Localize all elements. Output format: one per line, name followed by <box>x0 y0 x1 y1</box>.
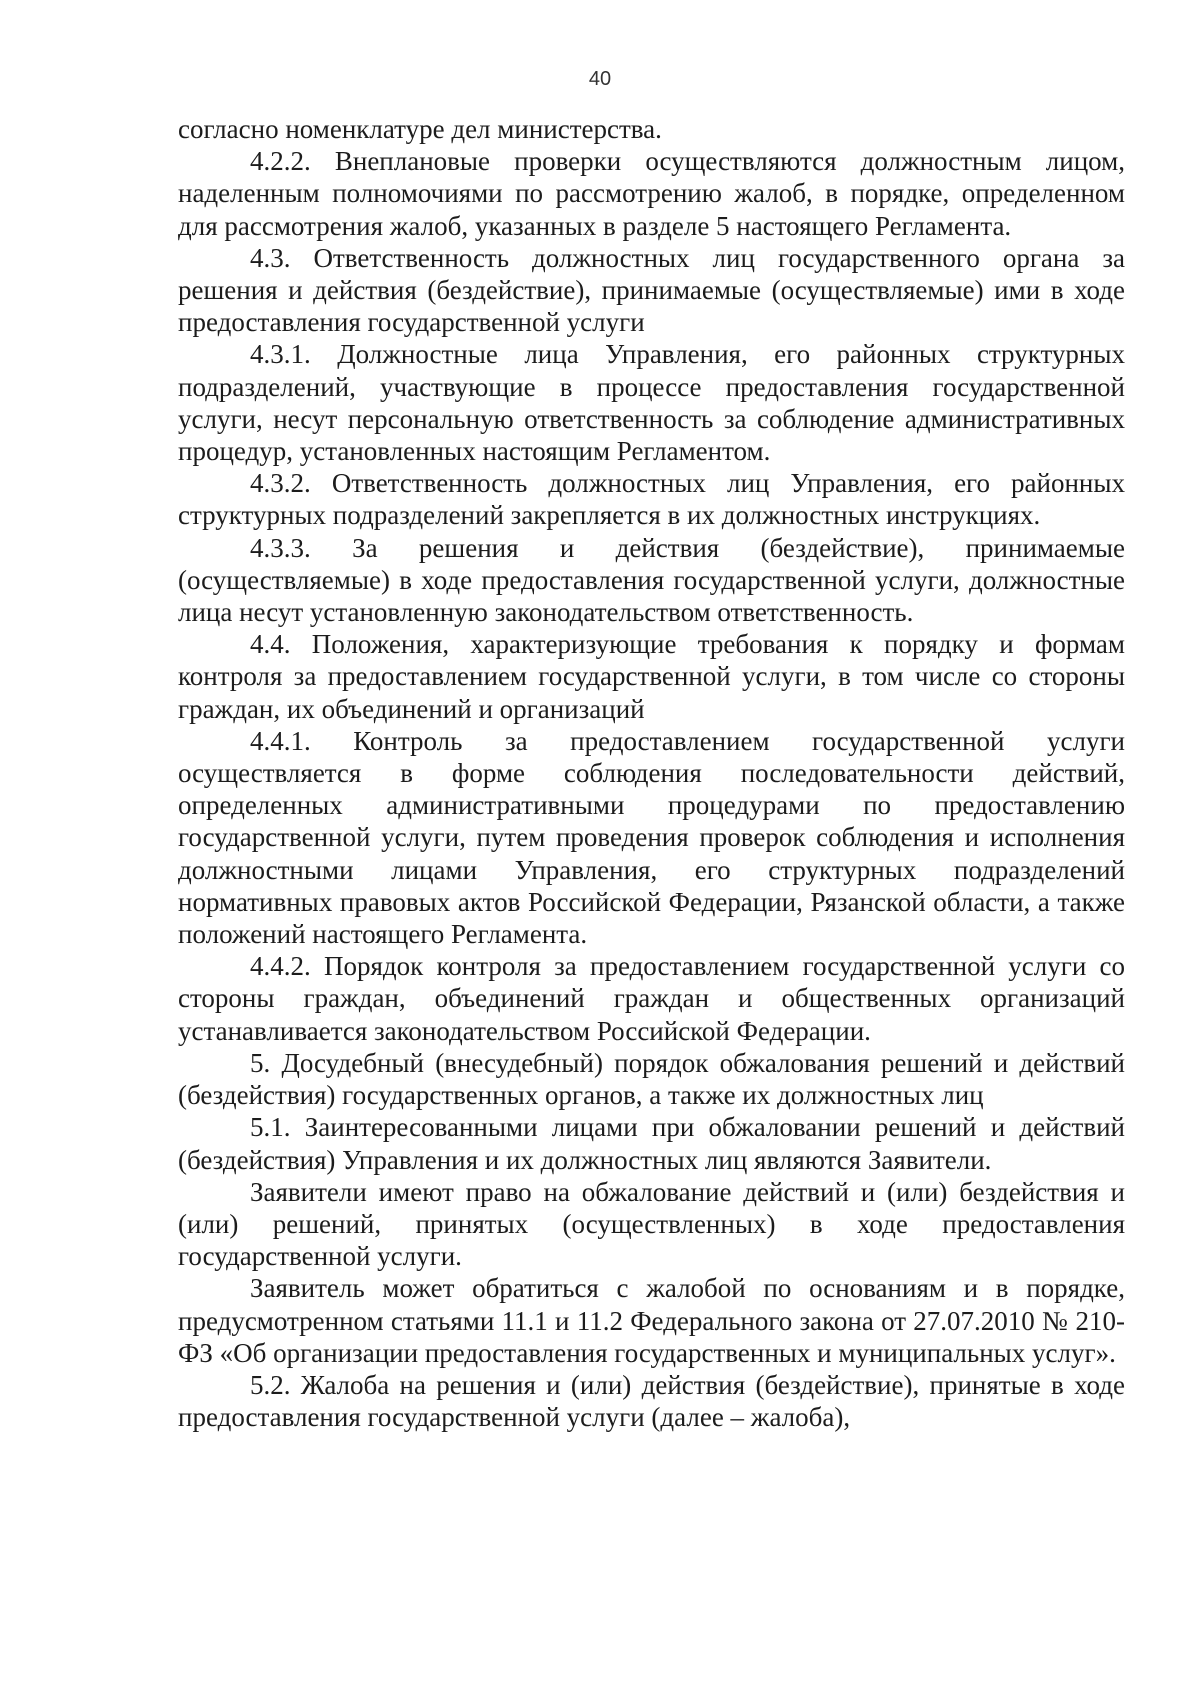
paragraph-4-2-2: 4.2.2. Внеплановые проверки осуществляются должностным лицом, наделенным полномочиями по рассмотрению жалоб, в порядке, определенном для рассмотрения жалоб, указанных в разделе 5 настоящего Регламента. <box>178 146 1125 241</box>
document-body <box>178 113 1125 1433</box>
section-heading-4-4: 4.4. Положения, характеризующие требования к порядку и формам контроля за предоставлением государственной услуги, в том числе со стороны граждан, их объединений и организаций <box>178 629 1125 724</box>
section-heading-5: 5. Досудебный (внесудебный) порядок обжалования решений и действий (бездействия) государственных органов, а также их должностных лиц <box>178 1047 1125 1111</box>
paragraph-4-3-1: 4.3.1. Должностные лица Управления, его районных структурных подразделений, участвующие в процессе предоставления государственной услуги, несут персональную ответственность за соблюдение административных процедур, установленных настоящим Регламентом. <box>178 339 1125 467</box>
paragraph-4-4-1: 4.4.1. Контроль за предоставлением государственной услуги осуществляется в форме соблюдения последовательности действий, определенных административными процедурами по предоставлению государственной услуги, путем проведения проверок соблюдения и исполнения должностными лицами Управления, его структурных подразделений нормативных правовых актов Российской Федерации, Рязанской области, а также положений настоящего Регламента. <box>178 725 1125 950</box>
paragraph-4-3-3: 4.3.3. За решения и действия (бездействие), принимаемые (осуществляемые) в ходе предоставления государственной услуги, должностные лица несут установленную законодательством ответственность. <box>178 532 1125 628</box>
paragraph-complaint-grounds: Заявитель может обратиться с жалобой по основаниям и в порядке, предусмотренном статьями 11.1 и 11.2 Федерального закона от 27.07.2010 № 210-ФЗ «Об организации предоставления государственных и муниципальных услуг». <box>178 1273 1125 1368</box>
paragraph-5-1: 5.1. Заинтересованными лицами при обжаловании решений и действий (бездействия) Управления и их должностных лиц являются Заявители. <box>178 1112 1125 1175</box>
paragraph-applicants-rights: Заявители имеют право на обжалование действий и (или) бездействия и (или) решений, принятых (осуществленных) в ходе предоставления государственной услуги. <box>178 1176 1125 1272</box>
section-heading-4-3: 4.3. Ответственность должностных лиц государственного органа за решения и действия (бездействие), принимаемые (осуществляемые) ими в ходе предоставления государственной услуги <box>178 242 1125 338</box>
page-number: 40 <box>588 68 612 90</box>
paragraph-4-4-2: 4.4.2. Порядок контроля за предоставлением государственной услуги со стороны граждан, объединений граждан и общественных организаций устанавливается законодательством Российской Федерации. <box>178 951 1125 1046</box>
paragraph-5-2: 5.2. Жалоба на решения и (или) действия (бездействие), принятые в ходе предоставления государственной услуги (далее – жалоба), <box>178 1369 1125 1433</box>
paragraph-continuation: согласно номенклатуре дел министерства. <box>178 114 662 144</box>
paragraph-4-3-2: 4.3.2. Ответственность должностных лиц Управления, его районных структурных подразделений закрепляется в их должностных инструкциях. <box>178 468 1125 531</box>
